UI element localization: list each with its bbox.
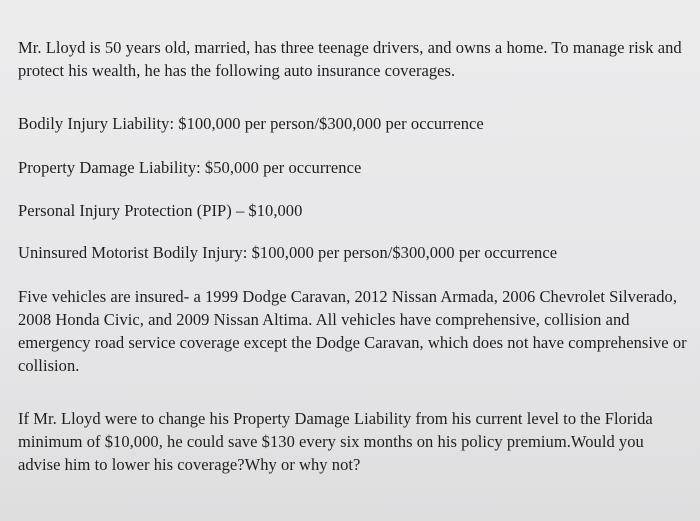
- uninsured-motorist-coverage: Uninsured Motorist Bodily Injury: $100,000 per person/$300,000 per occurrence: [18, 243, 558, 262]
- vehicles-paragraph: Five vehicles are insured- a 1999 Dodge Caravan, 2012 Nissan Armada, 2006 Chevrolet Silverado, 2008 Honda Civic, and 2009 Nissan Altima. All vehicles have comprehensive, collision and emergency road service coverage except the Dodge Caravan, which does not have comprehensive or collision.: [18, 287, 687, 375]
- property-damage-coverage: Property Damage Liability: $50,000 per occurrence: [18, 158, 362, 177]
- pip-coverage: Personal Injury Protection (PIP) – $10,000: [18, 201, 303, 220]
- question-paragraph: If Mr. Lloyd were to change his Property Damage Liability from his current level to the Florida minimum of $10,000, he could save $130 every six months on his policy premium.Would you advise him to lower his coverage?Why or why not?: [18, 409, 653, 474]
- bodily-injury-coverage: Bodily Injury Liability: $100,000 per person/$300,000 per occurrence: [18, 114, 484, 133]
- intro-paragraph: Mr. Lloyd is 50 years old, married, has three teenage drivers, and owns a home. To manage risk and protect his wealth, he has the following auto insurance coverages.: [18, 38, 682, 80]
